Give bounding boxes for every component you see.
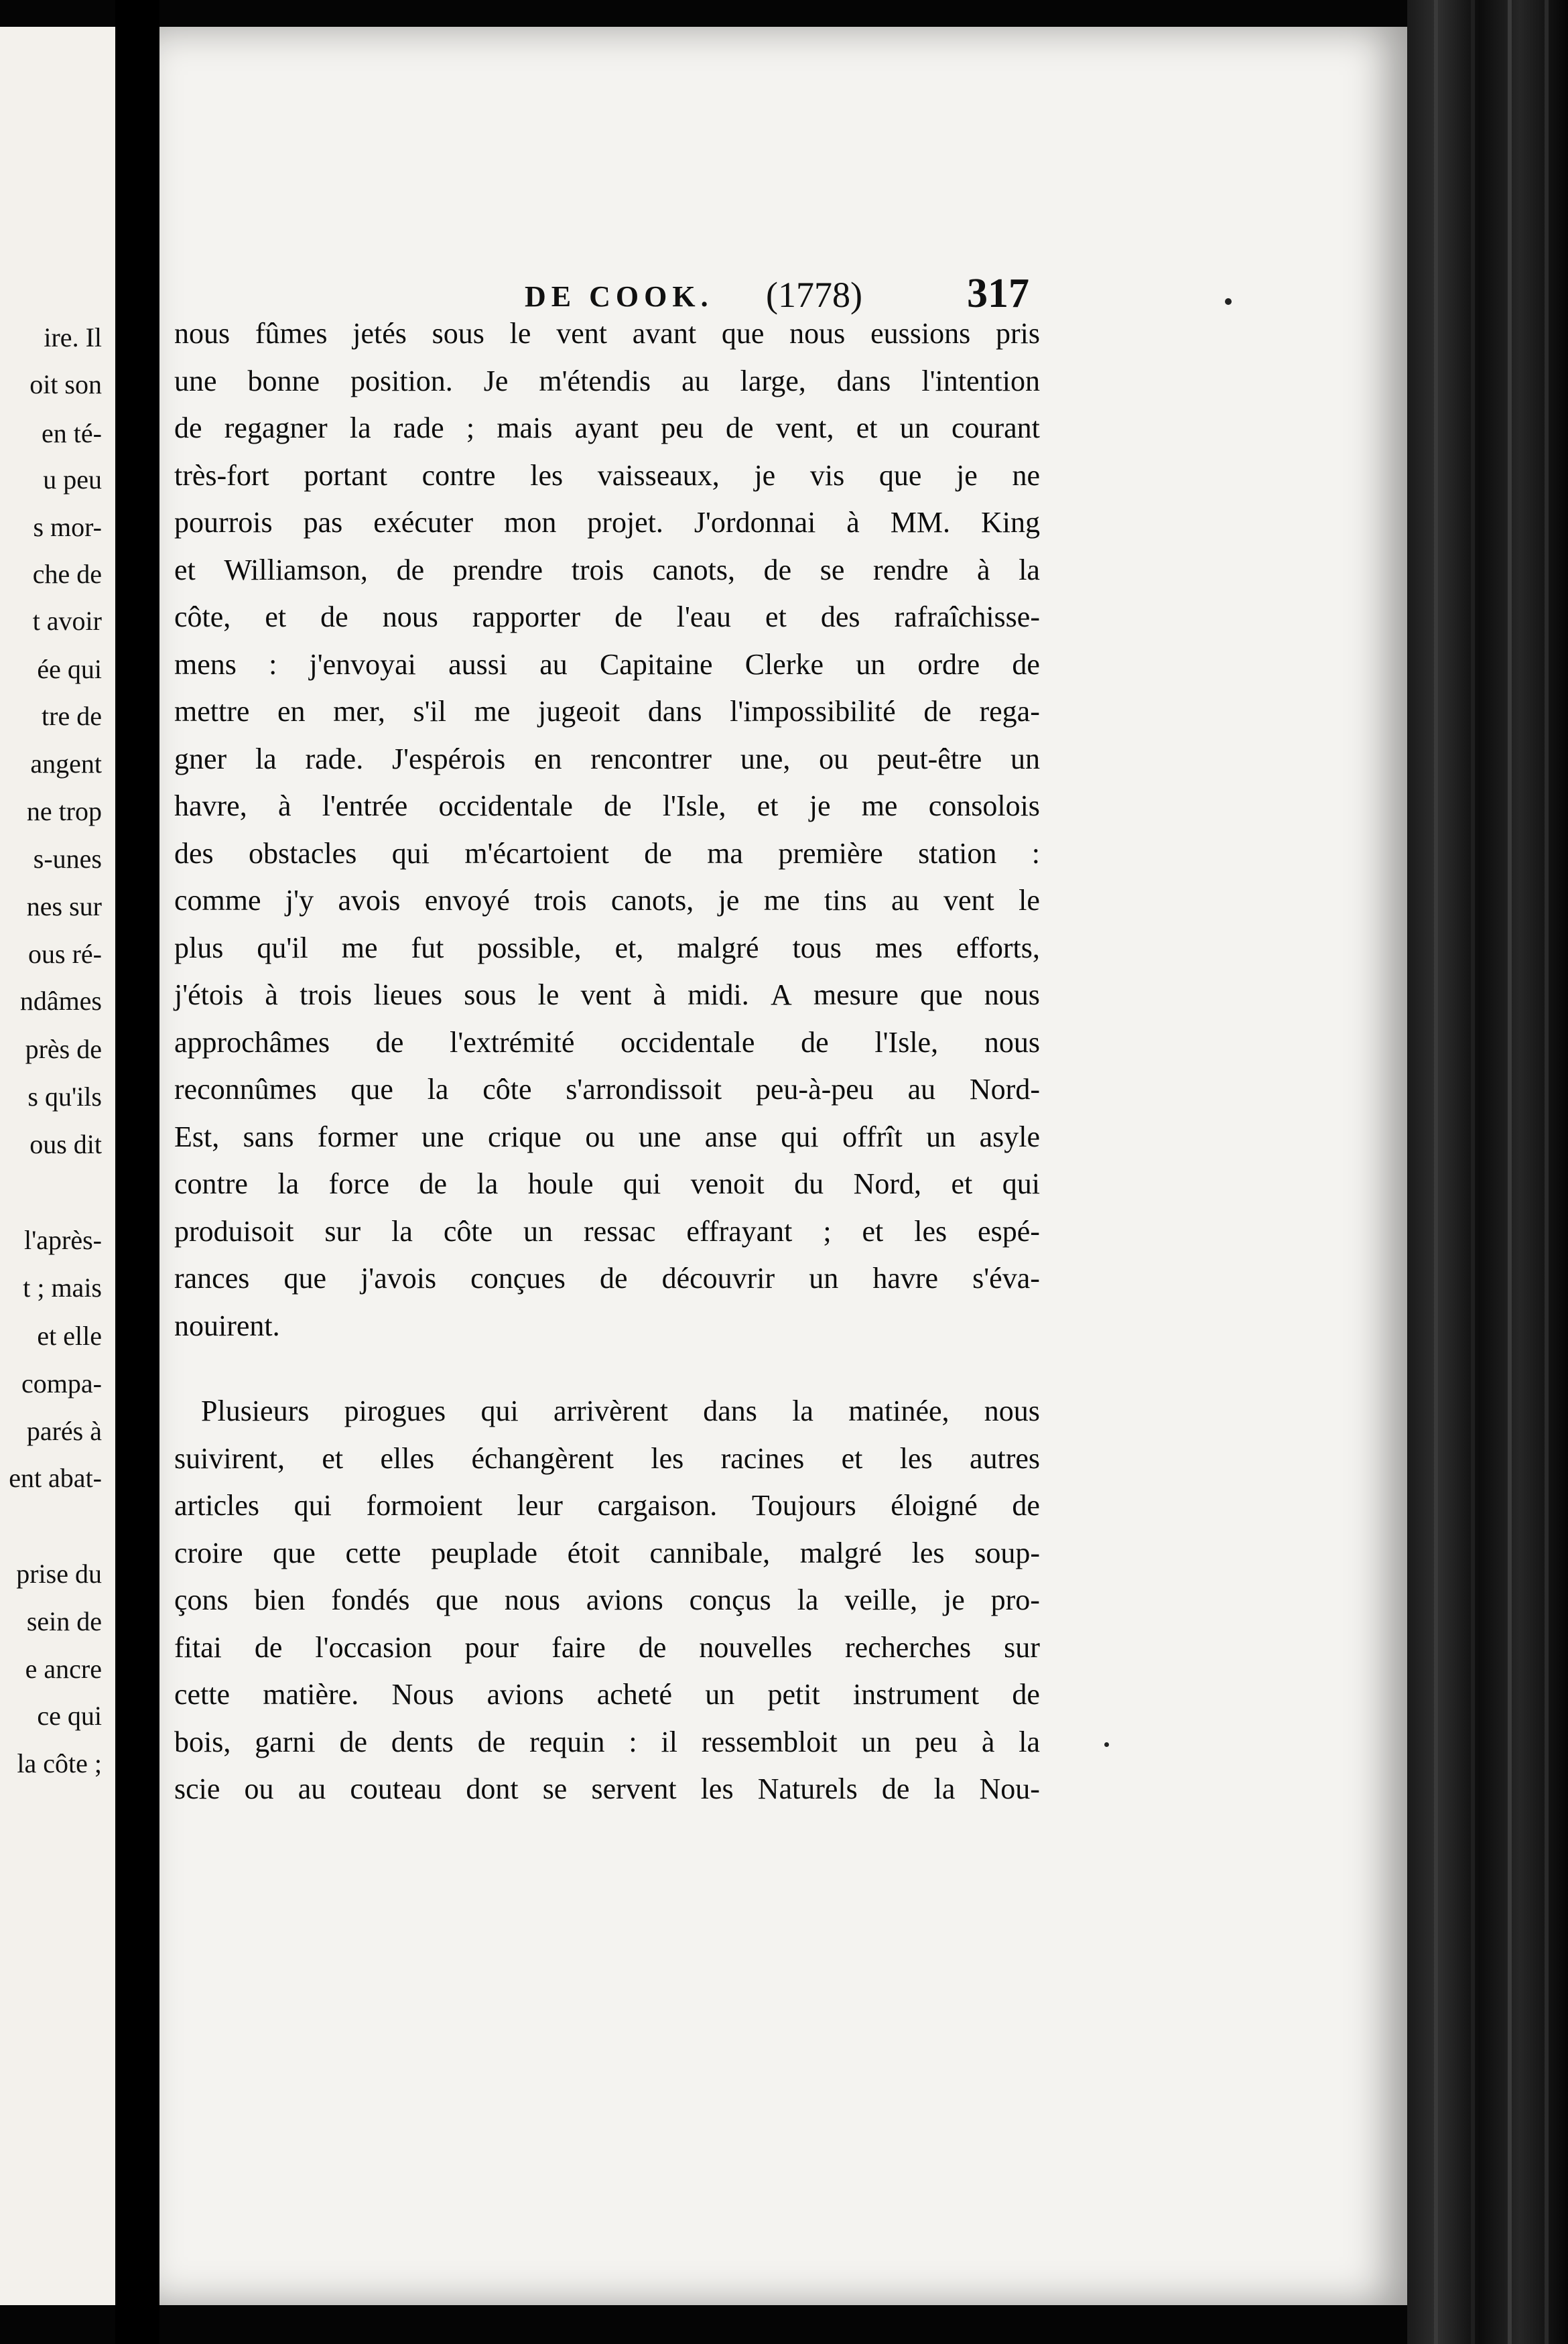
text-line: articles qui formoient leur cargaison. Toujours éloigné de [174,1489,1040,1522]
left-fragment-line: la côte ; [17,1748,102,1778]
left-fragment-line: tre de [42,701,102,731]
page-edge-stripe [1434,0,1438,2344]
left-fragment-line: en té- [42,418,102,448]
text-line: produisoit sur la côte un ressac effrayant ; et les espé- [174,1215,1040,1248]
text-line: nous fûmes jetés sous le vent avant que nous eussions pris [174,317,1040,350]
left-fragment-line: ndâmes [19,986,102,1016]
left-fragment-line: ée qui [37,654,102,684]
left-fragment-line: près de [25,1034,102,1064]
page-edge-stripe [1508,0,1512,2344]
text-line: croire que cette peuplade étoit cannibale, malgré les soup- [174,1537,1040,1569]
left-fragment-line: ent abat- [9,1463,102,1493]
text-line: pourrois pas exécuter mon projet. J'ordonnai à MM. King [174,506,1040,539]
left-fragment-line: angent [30,748,102,779]
left-fragment-line: parés à [26,1416,102,1446]
text-line: havre, à l'entrée occidentale de l'Isle, et je me consolois [174,789,1040,822]
text-line: de regagner la rade ; mais ayant peu de vent, et un courant [174,411,1040,444]
running-head-year: (1778) [766,275,862,315]
left-fragment-line: oit son [29,369,102,399]
left-fragment-line: sein de [26,1606,102,1636]
left-fragment-line: nes sur [26,891,102,921]
left-fragment-line: s-unes [33,844,102,874]
text-line: plus qu'il me fut possible, et, malgré tous mes efforts, [174,931,1040,964]
running-head-title: DE COOK. [525,280,714,313]
text-line: suivirent, et elles échangèrent les racines et les autres [174,1442,1040,1475]
text-line: fitai de l'occasion pour faire de nouvelles recherches sur [174,1631,1040,1664]
text-line: reconnûmes que la côte s'arrondissoit peu-à-peu au Nord- [174,1073,1040,1106]
text-line: comme j'y avois envoyé trois canots, je me tins au vent le [174,884,1040,917]
margin-speck [1104,1742,1109,1747]
left-fragment-line: ce qui [37,1701,102,1731]
text-line: gner la rade. J'espérois en rencontrer une, ou peut-être un [174,742,1040,775]
left-fragment-line: s mor- [33,512,102,542]
left-fragment-line: ous dit [29,1129,102,1159]
left-fragment-line: ire. Il [44,322,102,352]
margin-speck [1225,298,1232,305]
left-fragment-line: che de [32,559,102,589]
left-fragment-line: prise du [16,1559,102,1589]
left-fragment-line: t avoir [32,606,102,636]
text-line: contre la force de la houle qui venoit du Nord, et qui [174,1167,1040,1200]
left-fragment-line: e ancre [25,1654,102,1684]
text-line: mens : j'envoyai aussi au Capitaine Clerke un ordre de [174,648,1040,681]
text-line: très-fort portant contre les vaisseaux, je vis que je ne [174,459,1040,492]
left-fragment-line: l'après- [23,1225,102,1255]
page-number: 317 [967,271,1029,316]
left-fragment-line: t ; mais [23,1273,102,1303]
left-fragment-line: et elle [37,1321,102,1351]
left-fragment-line: u peu [43,464,102,495]
left-fragment-line: ne trop [26,796,102,826]
text-line: cette matière. Nous avions acheté un petit instrument de [174,1678,1040,1711]
page-edge-stripe [1471,0,1475,2344]
text-line: Est, sans former une crique ou une anse qui offrît un asyle [174,1120,1040,1153]
text-line: Plusieurs pirogues qui arrivèrent dans la matinée, nous [201,1394,1040,1427]
text-line: approchâmes de l'extrémité occidentale de l'Isle, nous [174,1026,1040,1059]
text-line: mettre en mer, s'il me jugeoit dans l'impossibilité de rega- [174,695,1040,728]
book-gutter [115,0,159,2344]
book-page [159,27,1407,2305]
left-fragment-line: compa- [21,1368,102,1398]
left-facing-page [0,27,115,2305]
text-line: des obstacles qui m'écartoient de ma première station : [174,837,1040,870]
text-line: et Williamson, de prendre trois canots, de se rendre à la [174,554,1040,586]
text-line: une bonne position. Je m'étendis au large, dans l'intention [174,365,1040,397]
text-line: çons bien fondés que nous avions conçus la veille, je pro- [174,1583,1040,1616]
page-edge [1407,0,1568,2344]
left-fragment-line: ous ré- [28,939,102,969]
text-line: scie ou au couteau dont se servent les Naturels de la Nou- [174,1772,1040,1805]
text-line: nouirent. [174,1309,280,1342]
left-fragment-line: s qu'ils [27,1082,102,1112]
text-line: j'étois à trois lieues sous le vent à midi. A mesure que nous [174,978,1040,1011]
page-edge-stripe [1545,0,1549,2344]
text-line: côte, et de nous rapporter de l'eau et des rafraîchisse- [174,600,1040,633]
text-line: rances que j'avois conçues de découvrir un havre s'éva- [174,1262,1040,1295]
text-line: bois, garni de dents de requin : il ressembloit un peu à la [174,1726,1040,1758]
